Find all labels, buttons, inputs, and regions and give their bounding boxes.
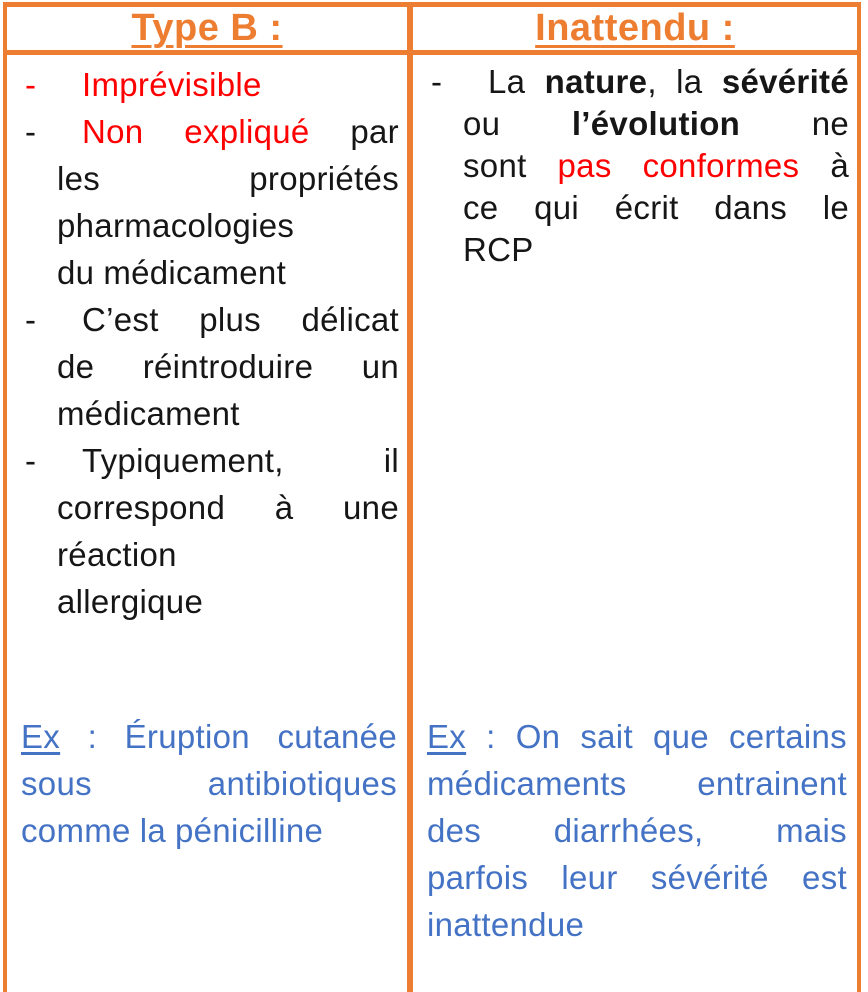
word: à (274, 489, 294, 526)
bullet-dash: - (25, 442, 37, 479)
word: la (676, 63, 703, 100)
text-line (82, 437, 399, 484)
word: est (802, 859, 847, 896)
text-line (82, 296, 399, 343)
text-line (57, 249, 399, 296)
word: à (830, 147, 849, 184)
text-line (427, 807, 847, 854)
word: ce (463, 189, 499, 226)
bullet-item (7, 108, 407, 296)
word: Non (82, 113, 144, 150)
example-paragraph (21, 713, 397, 854)
column-header-type-b: Type B : (131, 7, 283, 49)
word: : (486, 718, 496, 755)
text-line (57, 484, 399, 531)
word: sévérité (650, 859, 769, 896)
word: plus (199, 301, 261, 338)
bullet-dash: - (25, 301, 37, 338)
text-line (57, 155, 399, 202)
body-cell-type-b (7, 55, 407, 992)
column-inattendu (413, 7, 857, 992)
word: Ex (21, 718, 61, 755)
text-line (463, 187, 849, 229)
word: correspond (57, 489, 226, 526)
text-line (427, 713, 847, 760)
word: On (515, 718, 561, 755)
word: parfois (427, 859, 529, 896)
word: ne (811, 105, 849, 142)
example-paragraph (427, 713, 847, 948)
word: RCP (463, 231, 534, 268)
word: sait (580, 718, 633, 755)
bullet-item (7, 437, 407, 625)
word: propriétés (249, 160, 399, 197)
word: C’est (82, 301, 159, 338)
comparison-table (3, 2, 861, 992)
word: certains (728, 718, 847, 755)
text-line (427, 901, 847, 948)
word: mais (776, 812, 847, 849)
word: que (652, 718, 709, 755)
text-line (57, 578, 399, 625)
word: antibiotiques (207, 765, 397, 802)
word: l’évolution (571, 105, 741, 142)
word: réintroduire (142, 348, 314, 385)
word: une (343, 489, 399, 526)
word-part: , (647, 63, 657, 100)
word: le (822, 189, 849, 226)
word: Typiquement, (82, 442, 284, 479)
word: cutanée (277, 718, 397, 755)
word: Ex (427, 718, 467, 755)
bullet-item (7, 296, 407, 437)
text-line (82, 61, 399, 108)
word: sévérité (721, 63, 849, 100)
word (545, 61, 657, 103)
word: médicament (103, 254, 287, 291)
bullet-dash: - (431, 63, 443, 100)
word: il (383, 442, 399, 479)
word: conformes (642, 147, 800, 184)
text-line (427, 760, 847, 807)
word: La (488, 63, 526, 100)
text-line (57, 202, 399, 249)
word: des (427, 812, 482, 849)
word: leur (561, 859, 618, 896)
word: pas (557, 147, 612, 184)
text-line (21, 713, 397, 760)
word: de (57, 348, 95, 385)
word: dans (714, 189, 788, 226)
word: entrainent (697, 765, 847, 802)
word: Éruption (124, 718, 250, 755)
word: les (57, 160, 101, 197)
word: médicament (57, 395, 240, 432)
word: pénicilline (174, 812, 324, 849)
word: comme (21, 812, 131, 849)
text-line (21, 760, 397, 807)
text-line (427, 854, 847, 901)
word: délicat (301, 301, 399, 338)
word: ou (463, 105, 501, 142)
word: Imprévisible (82, 66, 262, 103)
header-cell-inattendu (413, 7, 857, 55)
word: pharmacologies (57, 207, 295, 244)
body-cell-inattendu (413, 55, 857, 992)
word: écrit (614, 189, 679, 226)
text-line (21, 807, 397, 854)
word: : (87, 718, 98, 755)
text-line (463, 103, 849, 145)
word: la (139, 812, 166, 849)
column-type-b (7, 7, 407, 992)
word: qui (534, 189, 580, 226)
word: inattendue (427, 906, 585, 943)
word: médicaments (427, 765, 627, 802)
column-header-inattendu: Inattendu : (535, 7, 735, 49)
word: allergique (57, 583, 204, 620)
bullet-item (413, 61, 857, 271)
word: un (361, 348, 399, 385)
word: sont (463, 147, 527, 184)
word: du (57, 254, 95, 291)
text-line (57, 531, 399, 578)
bullet-dash: - (25, 113, 37, 150)
text-line (57, 390, 399, 437)
bullet-item (7, 61, 407, 108)
text-line (57, 343, 399, 390)
word: expliqué (184, 113, 310, 150)
word: réaction (57, 536, 177, 573)
word: sous (21, 765, 92, 802)
word: par (350, 113, 399, 150)
word: diarrhées, (553, 812, 704, 849)
text-line (463, 145, 849, 187)
word-part: nature (544, 63, 648, 100)
text-line (488, 61, 849, 103)
text-line (82, 108, 399, 155)
bullet-dash: - (25, 66, 37, 103)
text-line (463, 229, 849, 271)
header-cell-type-b (7, 7, 407, 55)
